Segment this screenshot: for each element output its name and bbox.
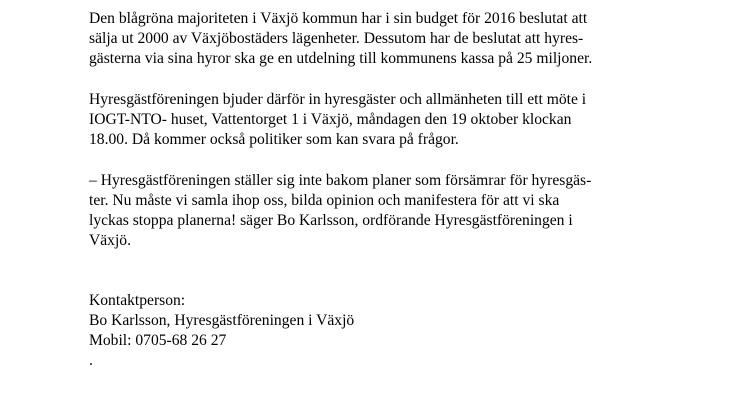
paragraph-quote [89, 171, 669, 251]
paragraph-meeting [89, 90, 669, 150]
text-line: IOGT-NTO- huset, Vattentorget 1 i Växjö, måndagen den 19 oktober klockan [89, 111, 572, 128]
text-line: lyckas stoppa planerna! säger Bo Karlsson, ordförande Hyresgästföreningen i [89, 212, 573, 229]
contact-heading: Kontaktperson: [89, 292, 186, 309]
text-line: Hyresgästföreningen bjuder därför in hyresgäster och allmänheten till ett möte i [89, 91, 587, 108]
text-line: ter. Nu måste vi samla ihop oss, bilda opinion och manifestera för att vi ska [89, 192, 560, 209]
text-line: – Hyresgästföreningen ställer sig inte bakom planer som försämrar för hyresgäs- [89, 172, 592, 189]
text-line: sälja ut 2000 av Växjöbostäders lägenheter. Dessutom har de beslutat att hyres- [89, 30, 584, 47]
text-line: Den blågröna majoriteten i Växjö kommun har i sin budget för 2016 beslutat att [89, 10, 588, 27]
paragraph-budget [89, 9, 669, 69]
contact-phone: Mobil: 0705-68 26 27 [89, 332, 227, 349]
text-line: gästerna via sina hyror ska ge en utdelning till kommunens kassa på 25 miljoner. [89, 50, 593, 67]
contact-name: Bo Karlsson, Hyresgästföreningen i Växjö [89, 312, 355, 329]
text-line: 18.00. Då kommer också politiker som kan svara på frågor. [89, 131, 459, 148]
text-line: Växjö. [89, 232, 132, 249]
contact-block [89, 291, 669, 371]
contact-trailing-dot: . [89, 352, 93, 369]
